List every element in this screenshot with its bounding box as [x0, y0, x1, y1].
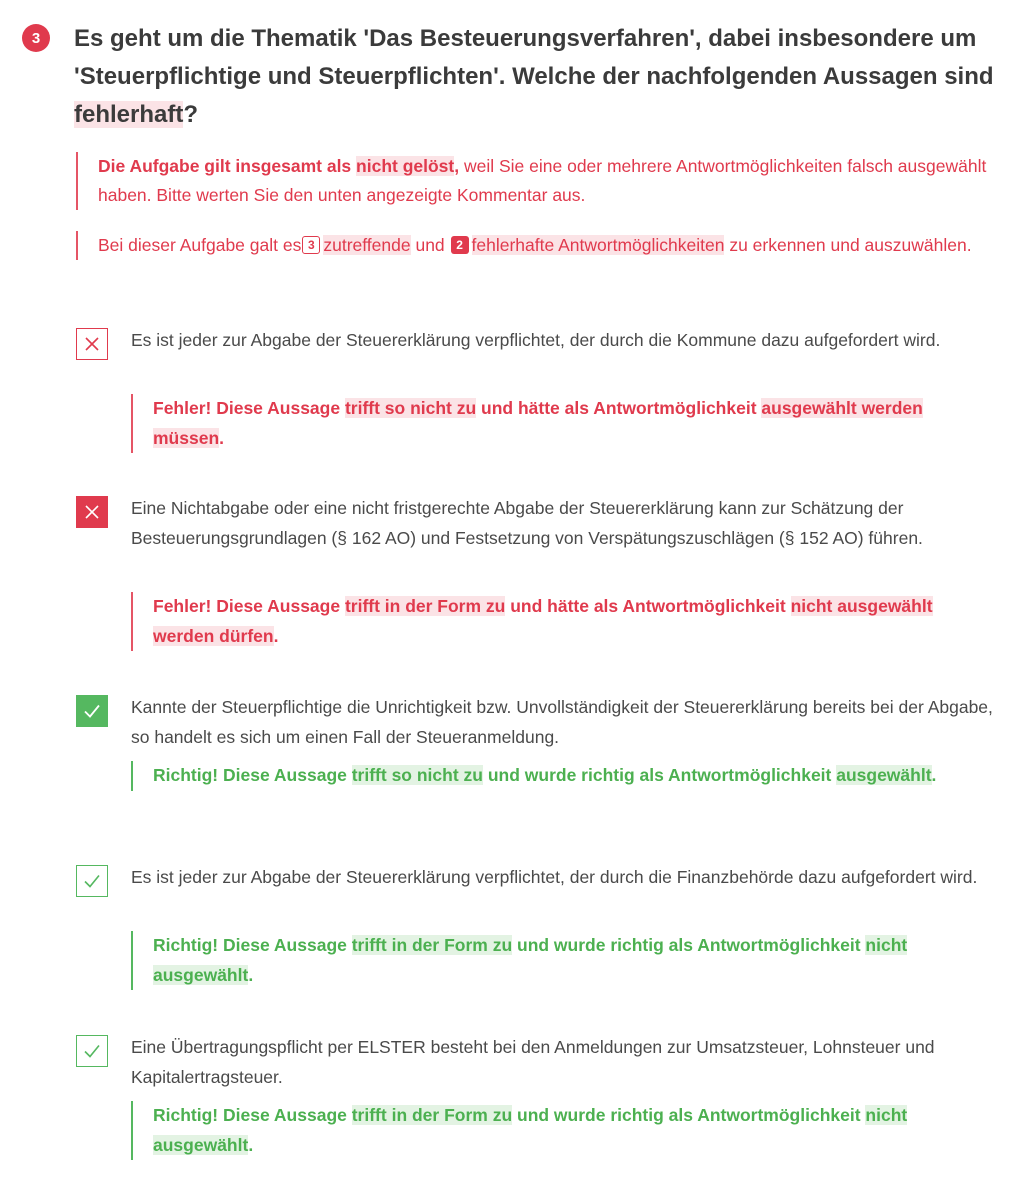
feedback-text: Diese Aussage — [218, 935, 352, 955]
feedback-text: und wurde richtig als Antwortmöglichkeit — [512, 935, 866, 955]
feedback-end: . — [248, 964, 254, 985]
feedback-end: . — [248, 1134, 254, 1155]
check-mark-icon — [83, 873, 101, 889]
answer-feedback — [131, 931, 996, 990]
x-mark-icon — [84, 504, 100, 520]
feedback-lead: Richtig! — [153, 765, 219, 785]
answer-checkbox-1[interactable] — [76, 328, 108, 360]
feedback-highlight: ausgewählt werden müssen — [153, 398, 923, 448]
question-highlight: fehlerhaft — [74, 101, 184, 128]
correct-count-badge: 3 — [302, 236, 320, 254]
answer-text: Eine Übertragungspflicht per ELSTER besteht bei den Anmeldungen zur Umsatzsteuer, Lohnsteuer und Kapitalertragsteuer. — [131, 1037, 935, 1087]
feedback-end: . — [931, 765, 937, 785]
answer-text: Eine Nichtabgabe oder eine nicht fristgerechte Abgabe der Steuererklärung kann zur Schätzung der Besteuerungsgrundlagen (§ 162 AO) und Festsetzung von Verspätungszuschlägen (§ 152 AO) führen. — [131, 498, 923, 548]
feedback-highlight: nicht ausgewählt — [153, 1105, 908, 1155]
feedback-lead: Fehler! — [153, 596, 212, 616]
feedback-text: und hätte als Antwortmöglichkeit — [476, 398, 762, 418]
answer-feedback — [131, 592, 996, 651]
feedback-highlight: nicht ausgewählt — [153, 935, 908, 985]
question-text-end: ? — [183, 101, 199, 128]
notice-highlight: nicht gelöst — [356, 156, 455, 176]
task-info-notice — [76, 231, 1001, 260]
feedback-text: und wurde richtig als Antwortmöglichkeit — [482, 765, 837, 785]
answer-feedback — [131, 761, 996, 791]
question-text — [74, 20, 1004, 134]
feedback-highlight: trifft so nicht zu — [351, 765, 483, 785]
result-notice — [76, 152, 1001, 210]
feedback-lead: Richtig! — [153, 935, 219, 955]
wrong-count-badge: 2 — [451, 236, 469, 254]
question-text-main: Es geht um die Thematik 'Das Besteuerungsverfahren', dabei insbesondere um 'Steuerpflichtige und Steuerpflichten'. Welche der nachfolgenden Aussagen sind — [74, 25, 994, 90]
feedback-text: Diese Aussage — [211, 398, 345, 418]
feedback-text: und hätte als Antwortmöglichkeit — [505, 596, 791, 616]
wrong-highlight: fehlerhafte Antwortmöglichkeiten — [471, 235, 725, 255]
feedback-end: . — [219, 427, 225, 448]
answer-text: Es ist jeder zur Abgabe der Steuererklärung verpflichtet, der durch die Finanzbehörde dazu aufgefordert wird. — [131, 867, 978, 887]
task-info-and: und — [410, 235, 450, 255]
notice-bold: Die Aufgabe gilt insgesamt als — [98, 156, 357, 176]
feedback-lead: Richtig! — [153, 1105, 219, 1125]
feedback-highlight: trifft in der Form zu — [351, 1105, 513, 1125]
feedback-highlight: trifft in der Form zu — [351, 935, 513, 955]
feedback-text: Diese Aussage — [218, 1105, 352, 1125]
check-mark-icon — [83, 1043, 101, 1059]
feedback-lead: Fehler! — [153, 398, 212, 418]
check-mark-icon — [83, 703, 101, 719]
answer-checkbox-3[interactable] — [76, 695, 108, 727]
feedback-text: und wurde richtig als Antwortmöglichkeit — [512, 1105, 866, 1125]
feedback-highlight: trifft in der Form zu — [344, 596, 506, 616]
answer-checkbox-2[interactable] — [76, 496, 108, 528]
question-number-badge: 3 — [22, 24, 50, 52]
feedback-end: . — [273, 625, 279, 646]
notice-rest: weil Sie eine oder mehrere Antwortmöglichkeiten falsch ausgewählt haben. Bitte werten Sie den unten angezeigte Kommentar aus. — [98, 156, 987, 205]
task-info-end: zu erkennen und auszuwählen. — [724, 235, 972, 255]
answer-checkbox-4[interactable] — [76, 865, 108, 897]
feedback-text: Diese Aussage — [218, 765, 352, 785]
feedback-highlight: nicht ausgewählt werden dürfen — [153, 596, 933, 646]
feedback-text: Diese Aussage — [211, 596, 345, 616]
answer-text: Kannte der Steuerpflichtige die Unrichtigkeit bzw. Unvollständigkeit der Steuererklärung bereits bei der Abgabe, so handelt es sich um einen Fall der Steueranmeldung. — [131, 697, 993, 747]
task-info-text: Bei dieser Aufgabe galt es — [98, 235, 302, 255]
answer-checkbox-5[interactable] — [76, 1035, 108, 1067]
correct-highlight: zutreffende — [323, 235, 411, 255]
feedback-highlight: trifft so nicht zu — [344, 398, 477, 418]
notice-bold-end: , — [454, 156, 460, 176]
feedback-highlight: ausgewählt — [836, 765, 932, 785]
answer-feedback — [131, 394, 996, 453]
answer-feedback — [131, 1101, 996, 1160]
x-mark-icon — [84, 336, 100, 352]
answer-text: Es ist jeder zur Abgabe der Steuererklärung verpflichtet, der durch die Kommune dazu aufgefordert wird. — [131, 330, 941, 350]
